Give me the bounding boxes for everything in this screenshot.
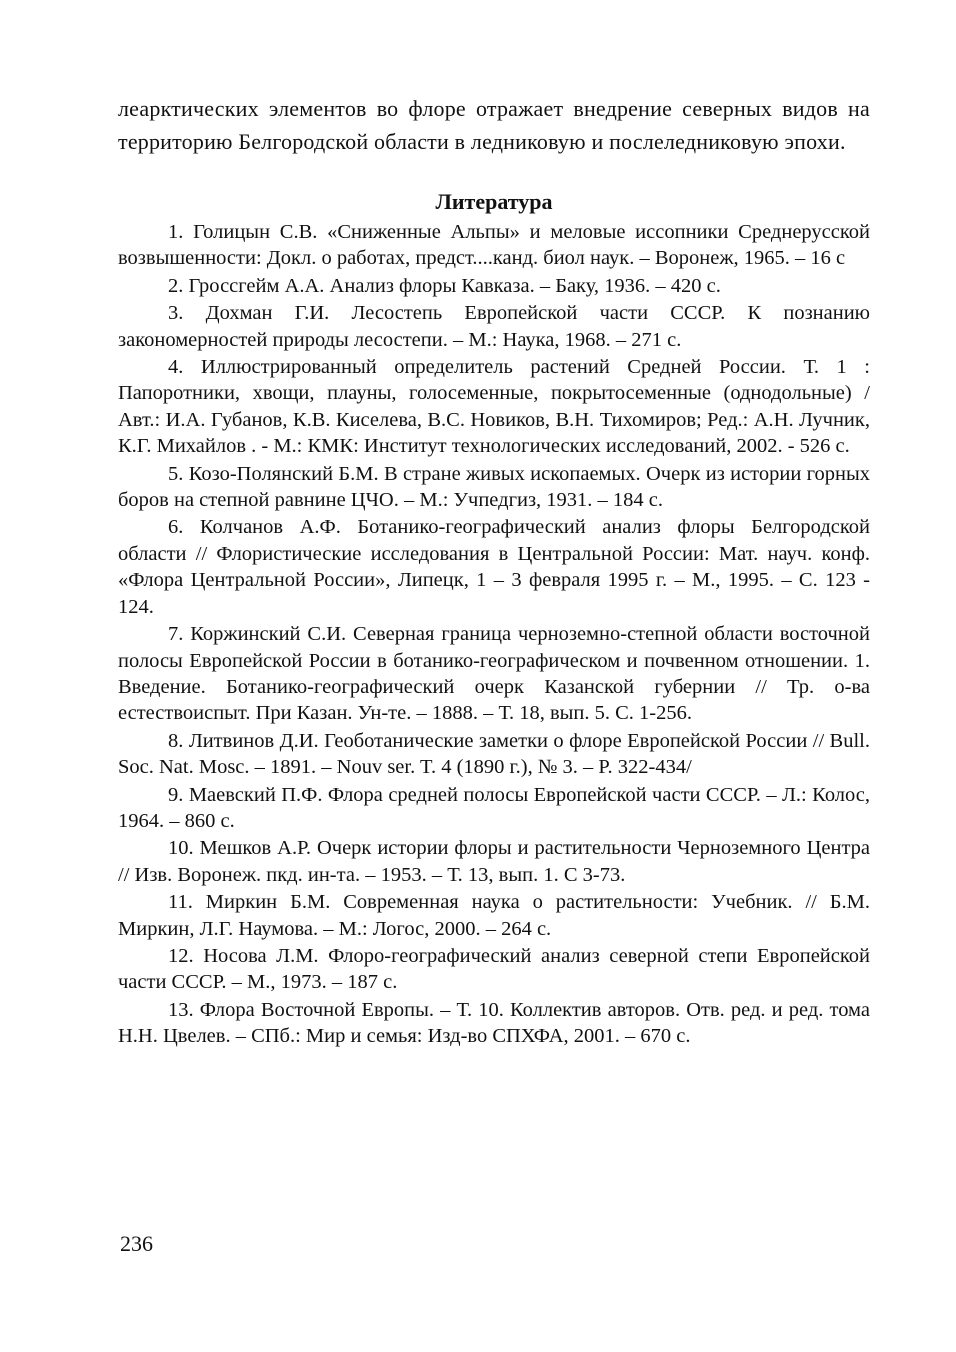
reference-number: 12.: [168, 944, 194, 967]
reference-item: [118, 461, 870, 514]
reference-text: Литвинов Д.И. Геоботанические заметки о флоре Европейской России // Bull. Soc. Nat. Mosc. – 1891. – Nouv ser. T. 4 (1890 г.), № 3. – P. 322-434/: [118, 729, 871, 779]
reference-number: 1.: [168, 221, 184, 243]
reference-item: [118, 889, 870, 942]
intro-paragraph: леарктических элементов во флоре отражает внедрение северных видов на территорию Белгородской области в ледниковую и послеледниковую эпохи.: [118, 96, 870, 154]
reference-text: Козо-Полянский Б.М. В стране живых ископаемых. Очерк из истории горных боров на степной равнине ЦЧО. – М.: Учпедгиз, 1931. – 184 с.: [118, 462, 871, 512]
reference-text: Миркин Б.М. Современная наука о растительности: Учебник. // Б.М. Миркин, Л.Г. Наумова. – М.: Логос, 2000. – 264 с.: [118, 891, 871, 940]
reference-number: 9.: [168, 783, 184, 806]
reference-number: 10.: [168, 837, 194, 860]
reference-number: 3.: [168, 302, 184, 325]
reference-text: Колчанов А.Ф. Ботанико-географический анализ флоры Белгородской области // Флористические исследования в Центральной России: Мат. науч. конф. «Флора Центральной России», Липецк, 1 – 3 февраля 1995 г. – М., 1995. – С. 123 - 124.: [118, 516, 870, 618]
reference-item: [118, 219, 870, 272]
reference-text: Флора Восточной Европы. – Т. 10. Коллектив авторов. Отв. ред. и ред. тома Н.Н. Цвелев. – СПб.: Мир и семья: Изд-во СПХФА, 2001. – 670 с.: [118, 998, 870, 1048]
reference-number: 13.: [168, 998, 194, 1021]
reference-item: [118, 621, 870, 727]
reference-text: Носова Л.М. Флоро-географический анализ северной степи Европейской части СССР. – М., 1973. – 187 с.: [118, 944, 870, 994]
reference-text: Голицын С.В. «Сниженные Альпы» и меловые иссопники Среднерусской возвышенности: Докл. о работах, предст....канд. биол наук. – Воронеж, 1965. – 16 с: [118, 221, 870, 270]
reference-list: [118, 219, 870, 1050]
reference-text: Дохман Г.И. Лесостепь Европейской части СССР. К познанию закономерностей природы лесостепи. – М.: Наука, 1968. – 271 с.: [118, 302, 870, 351]
reference-item: [118, 997, 870, 1050]
reference-item: [118, 728, 870, 781]
reference-item: [118, 835, 870, 888]
reference-text: Гроссгейм А.А. Анализ флоры Кавказа. – Баку, 1936. – 420 с.: [188, 274, 721, 297]
page-number: 236: [120, 1231, 153, 1256]
reference-text: Иллюстрированный определитель растений Средней России. Т. 1 : Папоротники, хвощи, плауны, голосеменные, покрытосеменные (однодольные) / Авт.: И.А. Губанов, К.В. Киселева, В.С. Новиков, В.Н. Тихомиров; Ред.: А.Н. Лучник, К.Г. Михайлов . - М.: КМК: Институт технологических исследований, 2002. - 526 с.: [118, 356, 870, 458]
reference-number: 8.: [168, 729, 184, 752]
reference-item: [118, 943, 870, 996]
reference-number: 4.: [168, 356, 184, 379]
page-content: [118, 92, 870, 1051]
reference-number: 5.: [168, 462, 184, 485]
section-title: Литература: [435, 189, 553, 214]
reference-item: [118, 300, 870, 353]
reference-number: 11.: [168, 891, 193, 914]
reference-number: 7.: [168, 623, 184, 646]
reference-item: [118, 514, 870, 620]
reference-text: Маевский П.Ф. Флора средней полосы Европейской части СССР. – Л.: Колос, 1964. – 860 с.: [118, 783, 871, 832]
reference-text: Мешков А.Р. Очерк истории флоры и растительности Черноземного Центра // Изв. Воронеж. пкд. ин-та. – 1953. – Т. 13, вып. 1. С 3-73.: [118, 837, 870, 886]
reference-item: [118, 273, 870, 299]
reference-item: [118, 354, 870, 460]
reference-text: Коржинский С.И. Северная граница черноземно-степной области восточной полосы Европейской России в ботанико-географическом и почвенном отношении. 1. Введение. Ботанико-географический очерк Казанской губернии // Тр. о-ва естествоиспыт. При Казан. Ун-те. – 1888. – Т. 18, вып. 5. С. 1-256.: [118, 623, 871, 725]
reference-number: 2.: [168, 274, 184, 297]
reference-number: 6.: [168, 516, 184, 539]
reference-item: [118, 782, 870, 835]
